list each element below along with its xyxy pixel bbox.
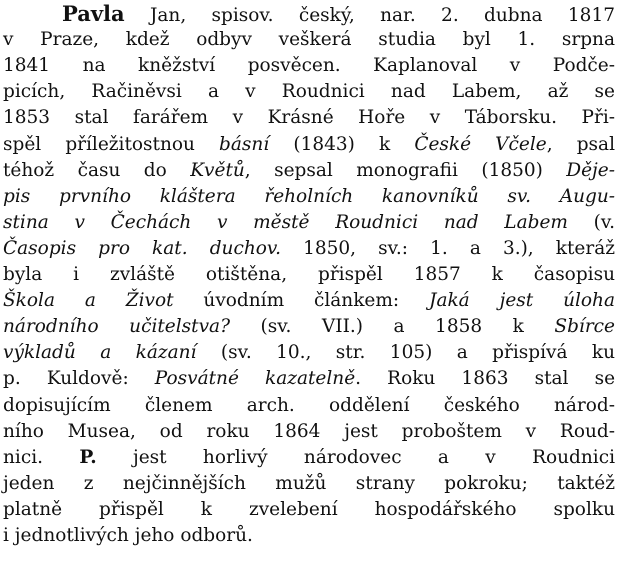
text-segment: p. Kuldově: <box>3 368 155 390</box>
text-segment: , sepsal monografii (1850) <box>244 159 567 181</box>
text-segment: . Roku 1863 stal se <box>355 368 616 390</box>
entry-line <box>3 184 615 210</box>
text-segment: 1841 na kněžství posvěcen. Kaplanoval v Podče- <box>3 55 615 77</box>
work-title: Časopis pro kat. duchov. <box>3 237 282 259</box>
entry-abbreviation: P. <box>79 446 97 468</box>
work-title: Posvátné kazatelně <box>154 368 356 390</box>
work-title: národního učitelstva? <box>3 316 230 338</box>
work-title: Děje- <box>566 159 615 181</box>
entry-line <box>3 523 615 549</box>
entry-line <box>3 132 615 158</box>
text-segment: byla i zvláště otištěna, přispěl 1857 k časopisu <box>3 264 615 285</box>
entry-line <box>3 262 615 288</box>
work-title: pis prvního kláštera řeholních kanovníků sv. Augu- <box>3 185 615 207</box>
work-title: Květů <box>190 159 245 181</box>
text-segment: picích, Račiněvsi a v Roudnici nad Labem, až se <box>3 81 615 103</box>
text-segment: úvodním článkem: <box>173 290 430 312</box>
text-segment: ního Musea, od roku 1864 jest proboštem v Roud- <box>3 420 615 442</box>
text-segment: jeden z nejčinnějších mužů strany pokroku; taktéž <box>3 472 615 494</box>
work-title: Jaká jest úloha <box>429 290 615 312</box>
work-title: Sbírce <box>554 316 615 338</box>
text-segment: Jan, spisov. český, nar. 2. dubna 1817 <box>124 5 615 26</box>
entry-line <box>3 471 615 497</box>
text-segment: jest horlivý národovec a v Roudnici <box>96 446 615 468</box>
entry-line <box>3 158 615 184</box>
entry-line <box>3 393 615 419</box>
work-title: stina v Čechách v městě Roudnici nad Labem <box>3 211 568 233</box>
text-segment: (1843) k <box>269 133 415 155</box>
text-segment: , psal <box>546 133 615 155</box>
entry-line <box>3 53 615 79</box>
entry-line <box>3 288 615 314</box>
text-segment: 1853 stal farářem v Krásné Hoře v Táborsku. Při- <box>3 107 615 129</box>
entry-line <box>62 1 615 27</box>
entry-line <box>3 79 615 105</box>
text-segment: v Praze, kdež odbyv veškerá studia byl 1. srpna <box>3 29 615 51</box>
text-segment: dopisujícím členem arch. oddělení českého národ- <box>3 394 615 416</box>
text-segment: i jednotlivých jeho odborů. <box>3 525 253 546</box>
entry-line <box>3 445 615 471</box>
entry-headword: Pavla <box>62 1 125 26</box>
entry-line <box>3 105 615 131</box>
text-segment: spěl příležitostnou <box>3 133 220 155</box>
entry-line <box>3 210 615 236</box>
work-title: Škola a Život <box>3 290 174 312</box>
work-title: básní <box>219 133 270 155</box>
text-segment: 1850, sv.: 1. a 3.), kteráž <box>281 237 615 259</box>
text-segment: (sv. VII.) a 1858 k <box>230 316 555 338</box>
work-title: České Včele <box>414 133 547 155</box>
entry-line <box>3 340 615 366</box>
text-segment: téhož času do <box>3 159 191 181</box>
entry-line <box>3 314 615 340</box>
text-segment: platně přispěl k zvelebení hospodářského spolku <box>3 498 615 520</box>
entry-line <box>3 27 615 53</box>
entry-line <box>3 366 615 392</box>
text-segment: (sv. 10., str. 105) a přispívá ku <box>196 342 615 364</box>
work-title: výkladů a kázaní <box>3 342 197 364</box>
entry-line <box>3 497 615 523</box>
entry-line <box>3 419 615 445</box>
text-segment: (v. <box>567 211 615 233</box>
text-segment: nici. <box>3 446 80 468</box>
entry-line <box>3 236 615 262</box>
